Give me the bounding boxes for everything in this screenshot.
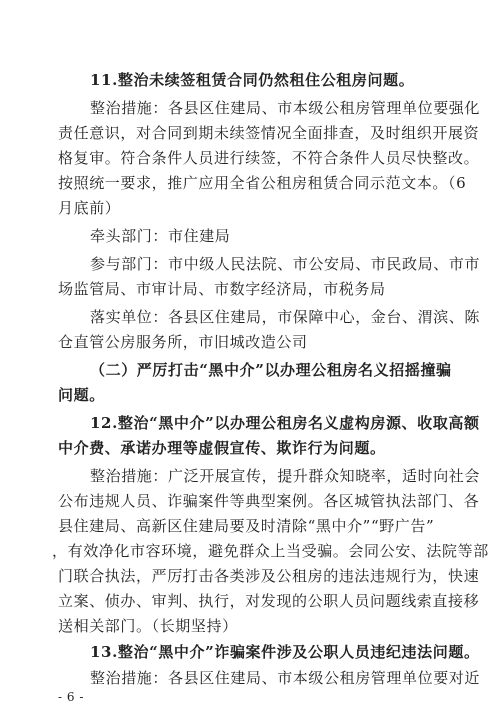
item-11-participating-line2: 场监管局、市审计局、市数字经济局，市税务局 [58,280,386,298]
item-11-heading: 11.整治未续签租赁合同仍然租住公租房问题。 [90,71,415,89]
item-11-deadline: 月底前） [58,199,121,217]
item-12-heading-line2: 中介费、承诺办理等虚假宣传、欺诈行为问题。 [58,439,386,457]
item-11-participating: 参与部门：市中级人民法院、市公安局、市民政局、市市 [90,255,481,273]
item-12-measures-line3: 县住建局、高新区住建局要及时清除“黑中介”“野广告” [58,517,435,535]
item-12-heading: 12.整治“黑中介”以办理公租房名义虚构房源、收取高额 [90,414,480,432]
item-11-measures-line2: 责任意识，对合同到期未续签情况全面排查，及时组织开展资 [58,124,480,142]
item-11-implementing: 落实单位：各县区住建局，市保障中心，金台、渭滨、陈 [90,308,481,326]
item-12-measures-line5: 门联合执法，严厉打击各类涉及公租房的违法违规行为，快速 [58,567,480,585]
item-12-measures-line4: ，有效净化市容环境，避免群众上当受骗。会同公安、法院等部 [52,542,489,560]
item-13-heading: 13.整治“黑中介”诈骗案件涉及公职人员违纪违法问题。 [90,643,480,661]
item-11-measures: 整治措施：各县区住建局、市本级公租房管理单位要强化 [90,99,481,117]
item-11-implementing-line2: 仓直管公房服务所，市旧城改造公司 [58,333,308,351]
section-2-heading-line2: 问题。 [58,386,105,404]
item-11-measures-line4: 按照统一要求，推广应用全省公租房租赁合同示范文本。（6 [58,174,467,192]
page-number: - 6 - [58,690,84,704]
section-2-heading: （二）严厉打击“黑中介”以办理公租房名义招摇撞骗 [90,361,452,379]
item-12-measures: 整治措施：广泛开展宣传，提升群众知晓率，适时向社会 [90,467,481,485]
item-12-measures-line2: 公布违规人员、诈骗案件等典型案例。各区城管执法部门、各 [58,492,480,510]
item-11-measures-line3: 格复审。符合条件人员进行续签，不符合条件人员尽快整改。 [58,149,480,167]
item-12-measures-line6: 立案、侦办、审判、执行，对发现的公职人员问题线索直接移 [58,592,480,610]
item-11-lead-dept: 牵头部门：市住建局 [90,227,231,245]
item-13-measures: 整治措施：各县区住建局、市本级公租房管理单位要对近 [90,669,481,687]
item-12-duration: 送相关部门。（长期坚持） [58,617,238,635]
